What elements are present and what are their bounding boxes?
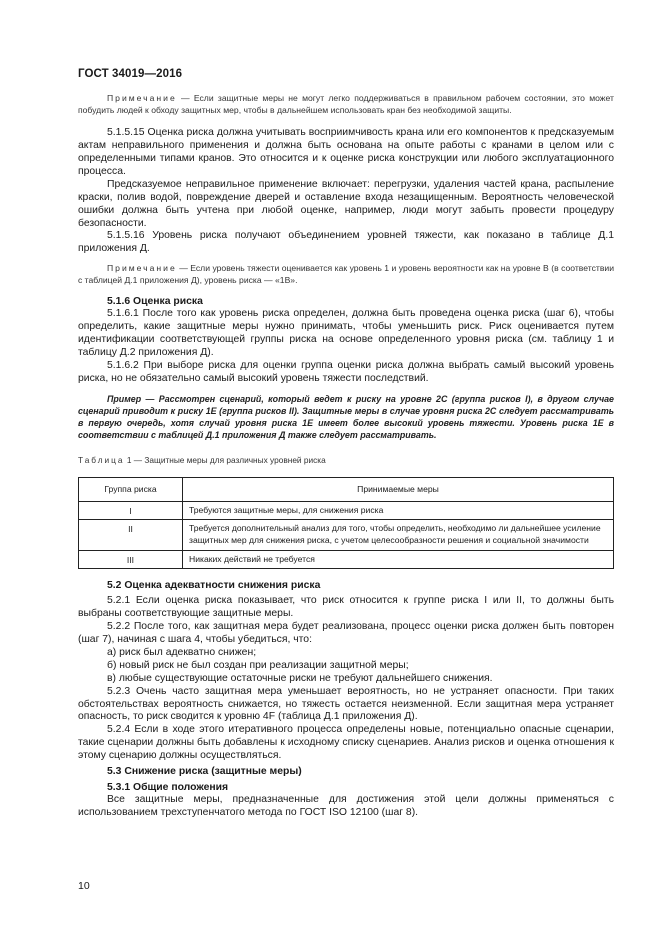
table-row (79, 501, 614, 520)
measure-cell: Требуется дополнительный анализ для того, чтобы определить, необходимо ли дальнейшее усиление защитных мер для снижения риска, с учетом целесообразности решения и социальной значимости (183, 520, 614, 550)
paragraph-5-2-3: 5.2.3 Очень часто защитная мера уменьшает вероятность, но не устраняет опасности. При таких обстоятельствах вероятность снижается, но тяжесть остается неизменной. Если защитная мера устраняет опасность, то риск сводится к уровню 4F (таблица Д.1 приложения Д). (78, 685, 614, 723)
paragraph-misuse: Предсказуемое неправильное применение включает: перегрузки, удаления частей крана, распыление краски, полив водой, повреждение дверей и оставление входа незащищенным. Вероятность человеческой ошибки должна быть учтена при любой оценке, например, люди могут забыть провести процедуру безопасности. (78, 178, 614, 229)
table-header-group: Группа риска (79, 477, 183, 501)
note-risk-level (78, 263, 614, 286)
table-caption (78, 455, 614, 466)
table-caption-label: Таблица (78, 454, 125, 465)
risk-measures-table (78, 477, 614, 569)
table-header-measures: Принимаемые меры (183, 477, 614, 501)
paragraph-5-3-1: Все защитные меры, предназначенные для достижения этой цели должны применяться с использованием трехступенчатого метода по ГОСТ ISO 12100 (шаг 8). (78, 794, 614, 818)
note-text: — Если защитные меры не могут легко поддерживаться в правильном рабочем состоянии, это может побудить людей к обходу защитных мер, чтобы в дальнейшем использовать кран без необходимой защиты. (78, 93, 614, 115)
heading-5-1-6: 5.1.6 Оценка риска (107, 296, 203, 308)
paragraph-5-2-4: 5.2.4 Если в ходе этого итеративного процесса определены новые, потенциально опасные сценарии, такие сценарии должны быть добавлены к исходному списку сценариев. Анализ рисков и оценка отношения к этому сценарию должны осуществляться. (78, 724, 614, 762)
paragraph-5-2-1: 5.2.1 Если оценка риска показывает, что риск относится к группе риска I или II, то должны быть выбраны соответствующие защитные меры. (78, 595, 614, 620)
paragraph-5-1-5-16: 5.1.5.16 Уровень риска получают объединением уровней тяжести, как показано в таблице Д.1 приложения Д. (78, 230, 614, 255)
list-item: в) любые существующие остаточные риски не требуют дальнейшего снижения. (107, 672, 493, 684)
paragraph-5-1-5-15: 5.1.5.15 Оценка риска должна учитывать восприимчивость крана или его компонентов к предсказуемым актам неправильного применения и должна быть основана на опыте работы с кранами в целом или с определенными типами кранов. Это относится и к оценке риска конструкции или любого эксплуатационного процесса. (78, 127, 614, 177)
paragraph-5-2-2: 5.2.2 После того, как защитная мера будет реализована, процесс оценки риска должен быть повторен (шаг 7), начиная с шага 4, чтобы убедиться, что: (78, 621, 614, 645)
example-text: Пример — Рассмотрен сценарий, который ведет к риску на уровне 2С (группа рисков I), в другом случае сценарий приводит к риску 1Е (группа рисков II). Защитные меры в случае уровня риска 2С следует рассматривать в первую очередь, хотя случай уровня риска 1Е имеет более высокий уровень тяжести. Уровень риска 1Е в соответствии с таблицей Д.1 приложения Д также следует рассматривать. (78, 393, 614, 440)
list-item: б) новый риск не был создан при реализации защитной меры; (107, 659, 409, 671)
table-row (79, 520, 614, 550)
note-text: — Если уровень тяжести оценивается как уровень 1 и уровень вероятности как на уровне В (в соответствии с таблицей Д.1 приложения Д), уровень риска — «1В». (78, 263, 614, 285)
heading-5-3-1: 5.3.1 Общие положения (107, 782, 229, 794)
list-item: а) риск был адекватно снижен; (107, 646, 257, 658)
measure-cell: Никаких действий не требуется (183, 550, 614, 569)
table-header-row (79, 477, 614, 501)
document-header: ГОСТ 34019—2016 (78, 68, 183, 80)
heading-5-3: 5.3 Снижение риска (защитные меры) (107, 766, 302, 778)
paragraph-5-1-6-1: 5.1.6.1 После того как уровень риска определен, должна быть проведена оценка риска (шаг 6), чтобы определить, какие защитные меры нужно принимать, чтобы уменьшить риск. Риск оценивается путем идентификации соответствующей группы риска на основе определенного уровня риска (см. таблицу 1 и таблицу Д.2 приложения Д). (78, 308, 614, 359)
risk-group-cell: II (79, 520, 183, 550)
measure-cell: Требуются защитные меры, для снижения риска (183, 501, 614, 520)
page-number: 10 (78, 880, 90, 892)
note-label: Примечание (107, 263, 177, 274)
note-label: Примечание (107, 93, 177, 103)
table-caption-text: 1 — Защитные меры для различных уровней риска (126, 454, 326, 465)
risk-group-cell: I (79, 501, 183, 520)
paragraph-5-1-6-2: 5.1.6.2 При выборе риска для оценки группа оценки риска должна выбрать самый высокий уровень риска, но не обязательно самый высокий уровень тяжести последствий. (78, 360, 614, 384)
page-content (78, 93, 614, 820)
note-safety-measures (78, 93, 614, 116)
heading-5-2: 5.2 Оценка адекватности снижения риска (107, 580, 321, 592)
table-row (79, 550, 614, 569)
risk-group-cell: III (79, 550, 183, 569)
